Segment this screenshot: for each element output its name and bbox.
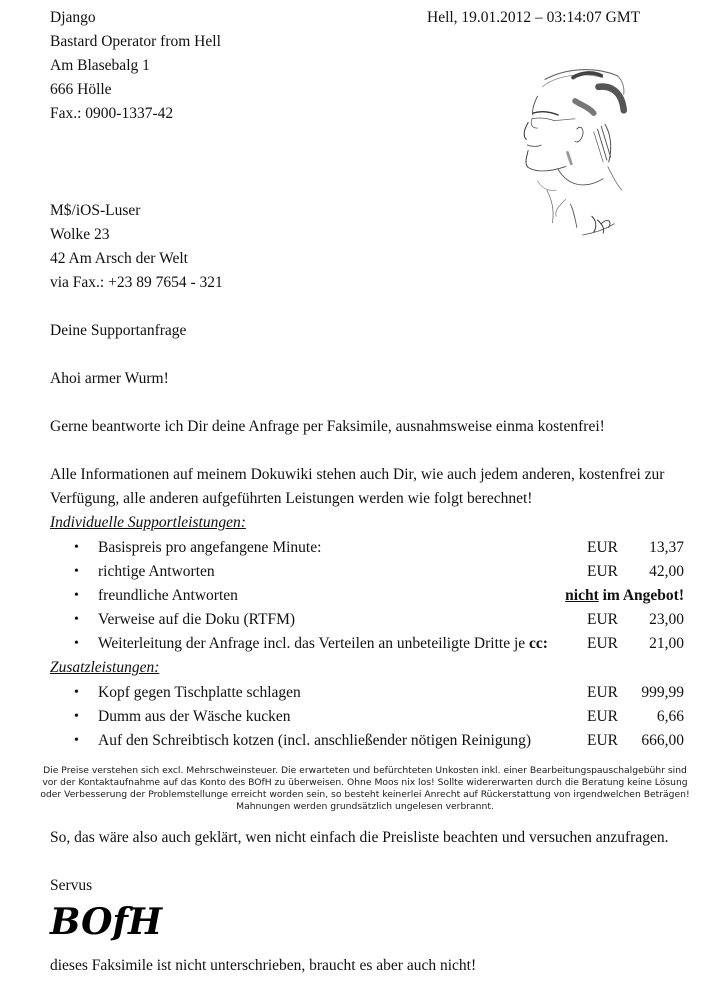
portrait-sketch-icon: [500, 55, 650, 250]
price-item-text: Weiterleitung der Anfrage incl. das Verteilen an unbeteiligte Dritte je: [98, 635, 530, 652]
bullet-icon: •: [74, 709, 79, 724]
price-amount: 666,00: [641, 732, 684, 749]
price-list-individual: [50, 536, 686, 656]
intro-paragraph: Gerne beantworte ich Dir deine Anfrage per Faksimile, ausnahmsweise einma kostenfrei!: [50, 418, 605, 435]
price-row: [50, 584, 686, 608]
recipient-address: [50, 199, 223, 295]
footer-note: dieses Faksimile ist nicht unterschrieben, braucht es aber auch nicht!: [50, 957, 477, 974]
price-currency: EUR: [587, 684, 618, 701]
bullet-icon: •: [74, 612, 79, 627]
recipient-street: Wolke 23: [50, 226, 110, 243]
price-amount: 999,99: [641, 684, 684, 701]
bullet-icon: •: [74, 540, 79, 555]
price-row: [50, 705, 686, 729]
not-offered-note: [565, 584, 684, 608]
sender-street: Am Blasebalg 1: [50, 57, 150, 74]
info-paragraph: Alle Informationen auf meinem Dokuwiki stehen auch Dir, wie auch jedem anderen, kostenfrei zur Verfügung, alle anderen aufgeführten Leistungen werden wie folgt berechnet!: [50, 466, 665, 507]
price-amount: 23,00: [649, 611, 684, 628]
date-line: Hell, 19.01.2012 – 03:14:07 GMT: [427, 9, 641, 26]
price-currency: EUR: [587, 539, 618, 556]
recipient-fax: via Fax.: +23 89 7654 - 321: [50, 274, 223, 291]
price-row: [50, 729, 686, 753]
price-item-label: Dumm aus der Wäsche kucken: [98, 708, 291, 725]
price-item-label: Basispreis pro angefangene Minute:: [98, 539, 322, 556]
bullet-icon: •: [74, 733, 79, 748]
bullet-icon: •: [74, 685, 79, 700]
sender-fax: Fax.: 0900-1337-42: [50, 105, 174, 122]
section-heading-additional-services: Zusatzleistungen:: [50, 659, 160, 676]
closing-paragraph: So, das wäre also auch geklärt, wen nicht einfach die Preisliste beachten und versuchen anzufragen.: [50, 829, 669, 846]
price-item-label: Kopf gegen Tischplatte schlagen: [98, 684, 301, 701]
price-row: [50, 681, 686, 705]
price-currency: EUR: [587, 732, 618, 749]
sender-city: 666 Hölle: [50, 81, 112, 98]
price-item-bold: cc:: [529, 635, 548, 652]
price-item-label: richtige Antworten: [98, 563, 215, 580]
price-list-additional: [50, 681, 686, 753]
sender-title: Bastard Operator from Hell: [50, 33, 221, 50]
section-heading-individual-support: Individuelle Supportleistungen:: [50, 514, 246, 531]
bullet-icon: •: [74, 636, 79, 651]
letter-greeting: Ahoi armer Wurm!: [50, 370, 169, 387]
bullet-icon: •: [74, 588, 79, 603]
price-currency: EUR: [587, 635, 618, 652]
bullet-icon: •: [74, 564, 79, 579]
fineprint-disclaimer: Die Preise verstehen sich excl. Mehrschweinsteuer. Die erwarteten und befürchteten Unkosten inkl. einer Bearbeitungspauschalgebühr sind vor der Kontaktaufnahme auf das Konto des BOfH zu überweisen. Ohne Moos nix los! Sollte widererwarten durch die Beratung keine Lösung oder Verbesserung der Problemstellunge erreicht worden sein, so besteht keinerlei Anrecht auf Rückerstattung von irgendwelchen Beträgen! Mahnungen werden grundsätzlich ungelesen verbrannt.: [40, 765, 690, 812]
sender-address: [50, 6, 221, 126]
not-offered-rest: im Angebot!: [598, 587, 684, 604]
sender-name: Django: [50, 9, 96, 26]
sign-off: Servus: [50, 877, 93, 894]
recipient-city: 42 Am Arsch der Welt: [50, 250, 188, 267]
price-amount: 6,66: [656, 708, 684, 725]
price-currency: EUR: [587, 563, 618, 580]
price-row: [50, 536, 686, 560]
price-row: [50, 560, 686, 584]
price-item-label: Auf den Schreibtisch kotzen (incl. anschließender nötigen Reinigung): [98, 732, 532, 749]
not-offered-emphasis: nicht: [565, 587, 599, 604]
letter-subject: Deine Supportanfrage: [50, 322, 187, 339]
price-row: [50, 608, 686, 632]
price-item-label: freundliche Antworten: [98, 587, 238, 604]
price-amount: 13,37: [649, 539, 684, 556]
price-currency: EUR: [587, 611, 618, 628]
price-row: [50, 632, 686, 656]
price-amount: 42,00: [649, 563, 684, 580]
price-amount: 21,00: [649, 635, 684, 652]
price-item-label: [98, 632, 548, 656]
signature: BOfH: [50, 901, 162, 943]
price-currency: EUR: [587, 708, 618, 725]
recipient-name: M$/iOS-Luser: [50, 202, 141, 219]
price-item-label: Verweise auf die Doku (RTFM): [98, 611, 296, 628]
